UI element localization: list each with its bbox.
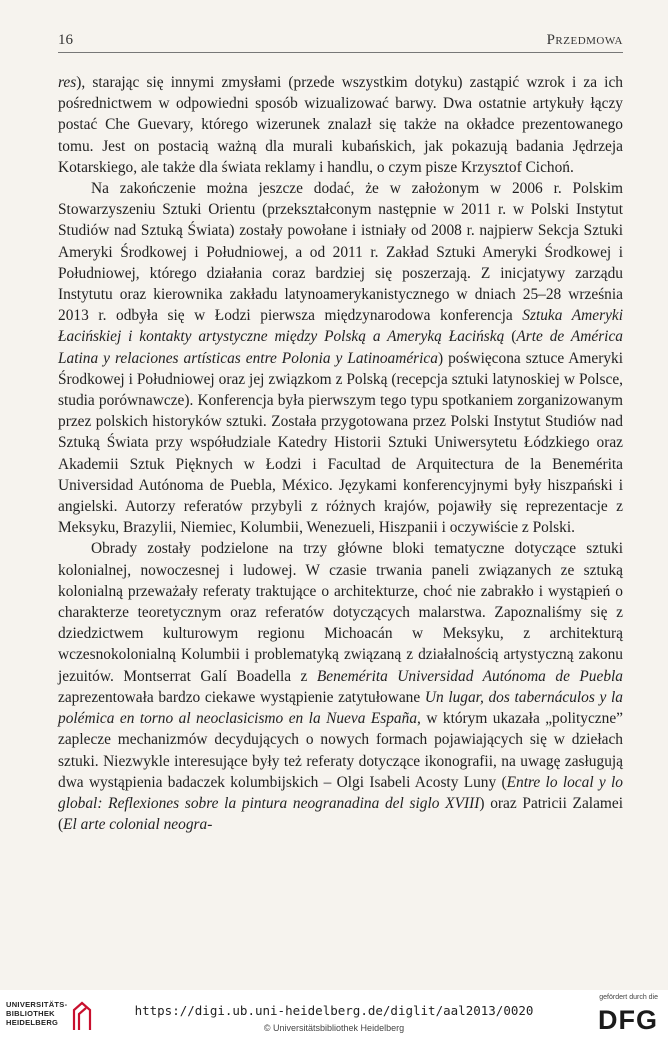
italic-text-run: Sztuka Ameryki Łacińskiej i kontakty artystyczne między Polską a Ameryką Łacińską [58,307,624,346]
viewer-footer [0,990,668,1045]
text-run: ), starając się innymi zmysłami (przede wszystkim dotyku) zastąpić wzrok i za ich pośrednictwem w odpowiedni sposób wizualizować barwy. Dwa ostatnie artykuły łączy postać Che Guevary, którego wizerunek znalazł się także na okładce prezentowanego tomu. Jest on postacią ważną dla murali kubańskich, jak pokazują badania Jędrzeja Kotarskiego, ale także dla świata reklamy i handlu, o czym pisze Krzysztof Cichoń. [58,74,623,176]
page-header [58,32,623,53]
dfg-wordmark: DFG [598,1005,658,1035]
italic-text-run: res [58,74,77,91]
text-run: zaprezentowała bardzo ciekawe wystąpienie zatytułowane [58,688,425,706]
funding-note: gefördert durch die [599,994,658,1001]
italic-text-run: El arte colonial neogra- [63,816,213,834]
text-run: Na zakończenie można jeszcze dodać, że w założonym w 2006 r. Polskim Stowarzyszeniu Sztuki Orientu (przekształconym następnie w 2011 r. w Polski Instytut Studiów nad Sztuką Świata) zostały powołane i istniały od 2008 r. najpierw Sekcja Sztuki Ameryki Środkowej i Południowej, a od 2011 r. Zakład Sztuki Ameryki Środkowej i Południowej, którego działania coraz bardziej się poszerzają. Z inicjatywy zarządu Instytutu oraz kierownika zakładu latynoamerykanistycznego w dniach 25–28 września 2013 r. odbyła się w Łodzi pierwsza międzynarodowa konferencja [58,180,623,325]
text-run: ( [504,328,517,346]
body-text [58,72,623,835]
page-number: 16 [58,32,73,48]
library-name-line: UNIVERSITÄTS- [6,1000,68,1009]
italic-text-run: Arte de América Latina y relaciones artísticas entre Polonia y Latinoamérica [58,328,623,367]
italic-text-run: Entre lo local y lo global: Reflexiones sobre la pintura neogranadina del siglo XVIII [58,773,623,812]
copyright-notice: © Universitätsbibliothek Heidelberg [263,1023,405,1033]
permalink-url[interactable]: https://digi.ub.uni-heidelberg.de/diglit/aal2013/0020 [134,1003,534,1018]
italic-text-run: Un lugar, dos tabernáculos y la polémica en torno al neoclasicismo en la Nueva España [58,688,623,728]
running-title: Przedmowa [546,32,623,48]
paragraph [58,178,623,538]
paragraph [58,538,623,835]
dfg-logo[interactable] [588,994,658,1038]
text-run: , w którym ukazała „polityczne” zaplecze mechanizmów decydujących o nowych formach pojawiających się w dziełach sztuki. Niezwykle interesujące były też referaty dotyczące ikonografii, na uwagę zasługują dwa wystąpienia badaczek kolumbijskich – Olgi Isabeli Acosty Luny ( [58,710,623,791]
text-run: ) oraz Patricii Zalamei ( [58,794,623,834]
library-name-line: HEIDELBERG [6,1018,59,1027]
paragraph [58,72,623,178]
text-run: Obrady zostały podzielone na trzy główne bloki tematyczne dotyczące sztuki kolonialnej, nowoczesnej i ludowej. W czasie trwania paneli związanych ze sztuką kolonialną przeważały referaty traktujące o architekturze, choć nie zabrakło i wystąpień o charakterze teoretycznym oraz referatów dotyczących malarstwa. Zapoznaliśmy się z dziedzictwem kulturowym regionu Michoacán w Meksyku, z architekturą wczesnokolonialną Kolumbii i problematyką związaną z działalnością artystyczną zakonu jezuitów. Montserrat Galí Boadella z [58,540,623,685]
italic-text-run: Benemérita Universidad Autónoma de Puebla [316,667,623,685]
text-run: ) poświęcona sztuce Ameryki Środkowej i Południowej oraz jej związkom z Polską (recepcja sztuki latynoskiej w Polsce, studia porównawcze). Konferencja była pierwszym tego typu spotkaniem zorganizowanym przez polskich historyków sztuki. Została przygotowana przez Polski Instytut Studiów nad Sztuką Świata przy współudziale Katedry Historii Sztuki Uniwersytetu Łódzkiego oraz Akademii Sztuk Pięknych w Łodzi i Facultad de Arquitectura de la Benemérita Universidad Autónoma de Puebla, México. Językami konferencyjnymi były hiszpański i angielski. Autorzy referatów przybyli z różnych krajów, pojawiły się reprezentacje z Meksyku, Brazylii, Niemiec, Kolumbii, Wenezueli, Hiszpanii i oczywiście z Polski. [58,349,623,537]
library-name-line: BIBLIOTHEK [6,1009,55,1018]
